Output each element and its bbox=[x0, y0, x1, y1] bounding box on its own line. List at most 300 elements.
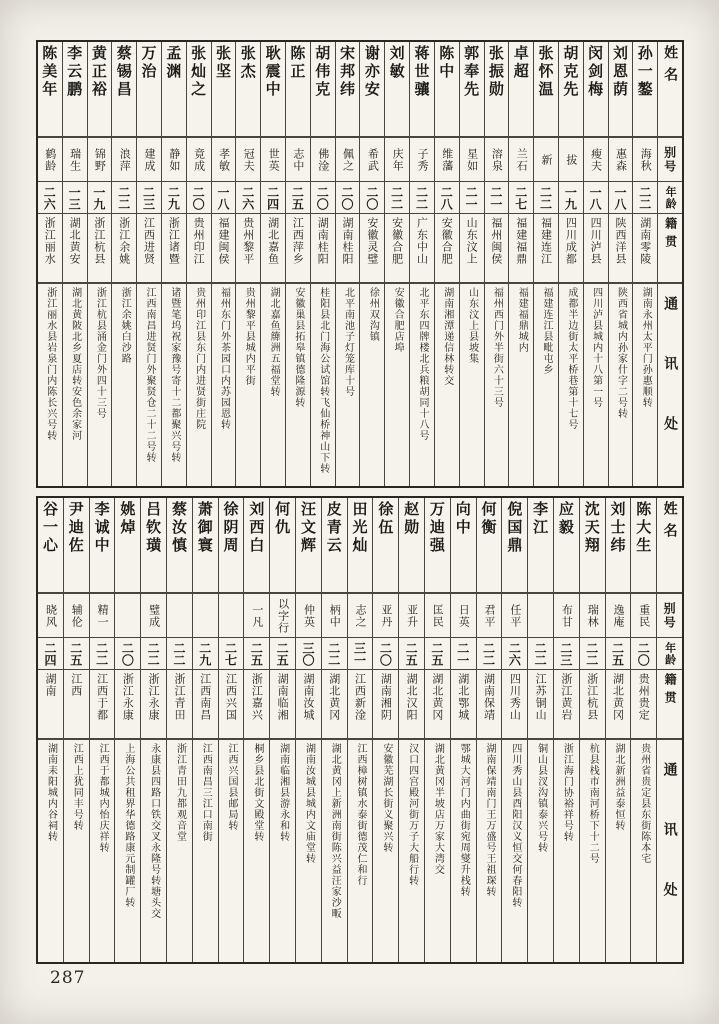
entry-name-cell bbox=[286, 42, 310, 138]
entry-alias-cell bbox=[554, 594, 579, 638]
entry-native-text: 湖南汝城 bbox=[301, 673, 315, 721]
entry-age-cell bbox=[385, 182, 409, 214]
entry-address-cell bbox=[360, 284, 384, 486]
entry-column bbox=[484, 42, 509, 486]
entry-alias-cell bbox=[244, 594, 269, 638]
entry-age-cell bbox=[311, 182, 335, 214]
entry-age-text: 二〇 bbox=[378, 642, 393, 666]
entry-age-cell bbox=[451, 638, 476, 670]
entry-column bbox=[218, 498, 244, 962]
entry-column bbox=[558, 42, 583, 486]
entry-native-cell bbox=[219, 670, 244, 740]
entry-native-cell bbox=[90, 670, 115, 740]
entry-name-cell bbox=[219, 498, 244, 594]
entry-native-cell bbox=[584, 214, 608, 284]
entry-age-cell bbox=[112, 182, 136, 214]
entry-age-cell bbox=[502, 638, 527, 670]
entry-age-text: 二六 bbox=[507, 642, 522, 666]
entry-alias-text: 溶泉 bbox=[490, 148, 504, 172]
entry-age-cell bbox=[167, 638, 192, 670]
entry-name-cell bbox=[336, 42, 360, 138]
entry-column bbox=[285, 42, 310, 486]
entry-name-cell bbox=[137, 42, 161, 138]
entry-age-cell bbox=[38, 182, 62, 214]
entry-native-text: 山东汶上 bbox=[465, 217, 479, 265]
entry-native-text: 贵州印江 bbox=[192, 217, 206, 265]
entry-address-cell bbox=[88, 284, 112, 486]
entry-alias-cell bbox=[451, 594, 476, 638]
entry-address-label: 福建连江县毗屯乡 bbox=[541, 287, 553, 375]
entry-address-label: 杭县栈市南河桥下十二号 bbox=[587, 743, 599, 864]
entry-alias-text: 仲英 bbox=[302, 604, 316, 628]
entry-column bbox=[136, 42, 161, 486]
entry-column bbox=[63, 498, 89, 962]
entry-alias-text: 拔 bbox=[564, 154, 578, 166]
entry-native-text: 四川秀山 bbox=[508, 673, 522, 721]
entry-alias-text: 志中 bbox=[291, 148, 305, 172]
entry-column bbox=[409, 42, 434, 486]
entry-name-text: 汪文辉 bbox=[298, 501, 317, 555]
entry-age-text: 二五 bbox=[429, 642, 444, 666]
entry-age-text: 二二 bbox=[584, 642, 599, 666]
entry-native-text: 四川成都 bbox=[564, 217, 578, 265]
entry-alias-cell bbox=[631, 594, 656, 638]
entry-age-text: 二〇 bbox=[636, 642, 651, 666]
entry-native-cell bbox=[167, 670, 192, 740]
header-address-cell bbox=[658, 284, 682, 486]
entry-age-text: 二〇 bbox=[340, 186, 355, 210]
entry-name-text: 李云鹏 bbox=[65, 45, 84, 99]
entry-name-cell bbox=[399, 498, 424, 594]
entry-column bbox=[533, 42, 558, 486]
entry-native-cell bbox=[270, 670, 295, 740]
entry-address-cell bbox=[559, 284, 583, 486]
entry-alias-text: 志之 bbox=[354, 604, 368, 628]
entry-age-text: 二二 bbox=[146, 642, 161, 666]
entry-address-cell bbox=[322, 740, 347, 962]
entry-native-cell bbox=[633, 214, 657, 284]
entry-alias-cell bbox=[580, 594, 605, 638]
entry-name-text: 何衡 bbox=[479, 501, 498, 537]
entry-native-text: 湖北嘉鱼 bbox=[266, 217, 280, 265]
entry-age-text: 二二 bbox=[171, 642, 186, 666]
entry-column bbox=[260, 42, 285, 486]
entry-native-cell bbox=[477, 670, 502, 740]
entry-column bbox=[424, 498, 450, 962]
entry-native-text: 广东中山 bbox=[415, 217, 429, 265]
header-address-cell bbox=[657, 740, 682, 962]
entry-alias-text: 新 bbox=[540, 154, 554, 166]
entry-age-text: 三一 bbox=[352, 642, 367, 666]
entry-column bbox=[476, 498, 502, 962]
entry-name-cell bbox=[38, 42, 62, 138]
entry-alias-cell bbox=[63, 138, 87, 182]
entry-alias-text: 精一 bbox=[96, 604, 110, 628]
entry-name-text: 郭奉先 bbox=[462, 45, 481, 99]
entry-native-text: 湖南 bbox=[43, 673, 57, 697]
entry-name-text: 吕钦璜 bbox=[144, 501, 163, 555]
entry-native-cell bbox=[528, 670, 553, 740]
entry-address-label: 徐州双沟镇 bbox=[367, 287, 379, 342]
entry-age-cell bbox=[137, 182, 161, 214]
entry-native-cell bbox=[38, 214, 62, 284]
entry-alias-cell bbox=[286, 138, 310, 182]
entry-native-text: 福建连江 bbox=[539, 217, 553, 265]
entry-address-cell bbox=[584, 284, 608, 486]
entry-address-label: 江西南昌进贤门外聚贤仓二十二号转 bbox=[144, 287, 156, 463]
entry-age-cell bbox=[485, 182, 509, 214]
entry-native-text: 安徽合肥 bbox=[390, 217, 404, 265]
entry-name-cell bbox=[360, 42, 384, 138]
entry-native-text: 浙江余姚 bbox=[117, 217, 131, 265]
entry-alias-cell bbox=[187, 138, 211, 182]
entry-alias-cell bbox=[236, 138, 260, 182]
entry-address-cell bbox=[534, 284, 558, 486]
entry-age-text: 二一 bbox=[455, 642, 470, 666]
entry-alias-cell bbox=[435, 138, 459, 182]
header-native-text: 籍贯 bbox=[663, 217, 678, 253]
entry-address-cell bbox=[64, 740, 89, 962]
entry-address-label: 浙江丽水县岩泉门内陈长兴号转 bbox=[44, 287, 56, 441]
entry-age-text: 二三 bbox=[141, 186, 156, 210]
entry-address-label: 铜山县汊沟镇泰兴号转 bbox=[535, 743, 547, 853]
entry-name-text: 张灿之 bbox=[189, 45, 208, 99]
entry-column bbox=[186, 42, 211, 486]
entry-name-cell bbox=[373, 498, 398, 594]
entry-native-cell bbox=[141, 670, 166, 740]
entry-age-cell bbox=[219, 638, 244, 670]
entry-native-cell bbox=[137, 214, 161, 284]
entry-age-cell bbox=[559, 182, 583, 214]
entry-address-cell bbox=[631, 740, 656, 962]
entry-alias-cell bbox=[162, 138, 186, 182]
entry-address-label: 湖北嘉鱼簰洲五福堂转 bbox=[268, 287, 280, 397]
entry-address-label: 浙江杭县涌金门外四十三号 bbox=[94, 287, 106, 419]
entry-column bbox=[211, 42, 236, 486]
entry-age-text: 二三 bbox=[558, 642, 573, 666]
entry-address-label: 安徽合肥店埠 bbox=[392, 287, 404, 353]
entry-age-cell bbox=[460, 182, 484, 214]
entry-address-cell bbox=[112, 284, 136, 486]
entry-alias-text: 君平 bbox=[483, 604, 497, 628]
entry-address-cell bbox=[137, 284, 161, 486]
entry-native-cell bbox=[212, 214, 236, 284]
entry-name-cell bbox=[296, 498, 321, 594]
entry-name-text: 姚焯 bbox=[118, 501, 137, 537]
entry-name-text: 张坚 bbox=[213, 45, 232, 81]
entry-age-text: 二一 bbox=[464, 186, 479, 210]
entry-name-text: 张振勋 bbox=[486, 45, 505, 99]
entry-alias-cell bbox=[212, 138, 236, 182]
entry-native-text: 浙江杭县 bbox=[585, 673, 599, 721]
entry-name-cell bbox=[115, 498, 140, 594]
entry-name-cell bbox=[435, 42, 459, 138]
entry-alias-text: 亚丹 bbox=[379, 604, 393, 628]
entry-native-text: 安徽灵璧 bbox=[365, 217, 379, 265]
entry-alias-text: 辅伦 bbox=[70, 604, 84, 628]
entry-address-cell bbox=[528, 740, 553, 962]
entry-address-label: 安徽芜湖长街义聚兴转 bbox=[380, 743, 392, 853]
entry-native-cell bbox=[360, 214, 384, 284]
entry-age-text: 二〇 bbox=[120, 642, 135, 666]
entry-name-cell bbox=[534, 42, 558, 138]
entry-native-text: 湖北黄安 bbox=[68, 217, 82, 265]
entry-name-cell bbox=[410, 42, 434, 138]
entry-alias-cell bbox=[296, 594, 321, 638]
entry-age-cell bbox=[534, 182, 558, 214]
entry-age-cell bbox=[162, 182, 186, 214]
entry-alias-text: 一凡 bbox=[250, 604, 264, 628]
entry-native-text: 贵州黎平 bbox=[241, 217, 255, 265]
entry-native-cell bbox=[410, 214, 434, 284]
entry-address-label: 成都半边街太平桥巷第十七号 bbox=[565, 287, 577, 430]
entry-age-cell bbox=[141, 638, 166, 670]
entry-alias-cell bbox=[137, 138, 161, 182]
entry-name-cell bbox=[425, 498, 450, 594]
entry-name-cell bbox=[193, 498, 218, 594]
entry-alias-text: 冠夫 bbox=[242, 148, 256, 172]
entry-native-cell bbox=[509, 214, 533, 284]
entry-alias-text: 庆年 bbox=[391, 148, 405, 172]
entry-column bbox=[111, 42, 136, 486]
entry-column bbox=[166, 498, 192, 962]
entry-name-cell bbox=[609, 42, 633, 138]
entry-alias-text: 晓风 bbox=[44, 604, 58, 628]
entry-name-cell bbox=[64, 498, 89, 594]
entry-address-label: 浙江余姚白沙路 bbox=[119, 287, 131, 364]
entry-native-cell bbox=[425, 670, 450, 740]
entry-alias-cell bbox=[373, 594, 398, 638]
entry-native-text: 浙江诸暨 bbox=[167, 217, 181, 265]
header-address-label: 通讯处 bbox=[662, 295, 679, 476]
entry-address-cell bbox=[373, 740, 398, 962]
header-name-text: 姓名 bbox=[661, 501, 678, 545]
entry-alias-text: 静如 bbox=[167, 148, 181, 172]
entry-column bbox=[579, 498, 605, 962]
entry-age-cell bbox=[336, 182, 360, 214]
entry-address-cell bbox=[580, 740, 605, 962]
entry-age-text: 二七 bbox=[513, 186, 528, 210]
entry-native-cell bbox=[631, 670, 656, 740]
entry-column bbox=[450, 498, 476, 962]
entry-alias-text: 柄中 bbox=[328, 604, 342, 628]
entry-age-cell bbox=[633, 182, 657, 214]
header-age-cell bbox=[657, 638, 682, 670]
entry-native-cell bbox=[534, 214, 558, 284]
entry-address-cell bbox=[609, 284, 633, 486]
entry-age-cell bbox=[187, 182, 211, 214]
entry-alias-cell bbox=[385, 138, 409, 182]
entry-name-text: 黄正裕 bbox=[89, 45, 108, 99]
entry-address-label: 福州东门外茶园口内苏园恩转 bbox=[218, 287, 230, 430]
entry-native-cell bbox=[286, 214, 310, 284]
entry-name-text: 孙一鏊 bbox=[635, 45, 654, 99]
entry-name-text: 刘恩荫 bbox=[610, 45, 629, 99]
entry-age-cell bbox=[509, 182, 533, 214]
entry-age-text: 二〇 bbox=[364, 186, 379, 210]
entry-native-cell bbox=[435, 214, 459, 284]
entry-address-cell bbox=[187, 284, 211, 486]
entry-address-label: 福州西门外半街六十三号 bbox=[491, 287, 503, 408]
entry-name-cell bbox=[451, 498, 476, 594]
entry-name-cell bbox=[63, 42, 87, 138]
entry-address-cell bbox=[141, 740, 166, 962]
entry-native-cell bbox=[580, 670, 605, 740]
entry-alias-text: 瑞生 bbox=[68, 148, 82, 172]
entry-native-text: 江西萍乡 bbox=[291, 217, 305, 265]
entry-name-cell bbox=[162, 42, 186, 138]
entry-alias-text: 亚升 bbox=[405, 604, 419, 628]
entry-address-cell bbox=[38, 284, 62, 486]
entry-age-text: 二四 bbox=[265, 186, 280, 210]
entry-name-text: 孟渊 bbox=[164, 45, 183, 81]
entry-column bbox=[501, 498, 527, 962]
entry-address-cell bbox=[336, 284, 360, 486]
entry-address-label: 贵州黎平县城内平街 bbox=[243, 287, 255, 386]
top-table bbox=[36, 40, 684, 488]
entry-age-text: 二二 bbox=[533, 642, 548, 666]
entry-age-text: 二五 bbox=[404, 642, 419, 666]
entry-alias-cell bbox=[502, 594, 527, 638]
entry-alias-text: 锦野 bbox=[93, 148, 107, 172]
entry-native-text: 浙江嘉兴 bbox=[250, 673, 264, 721]
entry-alias-cell bbox=[477, 594, 502, 638]
entry-native-text: 江西新淦 bbox=[353, 673, 367, 721]
entry-column bbox=[630, 498, 656, 962]
entry-age-cell bbox=[584, 182, 608, 214]
entry-address-label: 贵州省贵定县东街陈本宅 bbox=[638, 743, 650, 864]
entry-age-text: 一三 bbox=[67, 186, 82, 210]
entry-alias-text: 竟成 bbox=[192, 148, 206, 172]
entry-column bbox=[192, 498, 218, 962]
entry-age-cell bbox=[38, 638, 63, 670]
entry-name-cell bbox=[38, 498, 63, 594]
entry-address-label: 桂阳县北门海公试馆转飞仙桥神山下转 bbox=[317, 287, 329, 474]
entry-native-cell bbox=[460, 214, 484, 284]
entry-age-text: 二二 bbox=[414, 186, 429, 210]
entry-name-text: 应毅 bbox=[556, 501, 575, 537]
entry-native-cell bbox=[187, 214, 211, 284]
entry-age-text: 二五 bbox=[275, 642, 290, 666]
entry-address-label: 陕西省城内孙家什字二号转 bbox=[615, 287, 627, 419]
entry-address-cell bbox=[485, 284, 509, 486]
entry-native-text: 湖北黄冈 bbox=[430, 673, 444, 721]
entry-name-text: 陈中 bbox=[437, 45, 456, 81]
entry-age-text: 二七 bbox=[223, 642, 238, 666]
entry-native-text: 江西 bbox=[69, 673, 83, 697]
header-age-text: 年龄 bbox=[664, 186, 678, 210]
entry-address-cell bbox=[477, 740, 502, 962]
entry-alias-cell bbox=[559, 138, 583, 182]
entry-column bbox=[161, 42, 186, 486]
entry-alias-cell bbox=[261, 138, 285, 182]
entry-name-text: 赵勋 bbox=[402, 501, 421, 537]
entry-alias-text: 子秀 bbox=[415, 148, 429, 172]
entry-name-cell bbox=[141, 498, 166, 594]
entry-address-cell bbox=[286, 284, 310, 486]
entry-native-cell bbox=[554, 670, 579, 740]
entry-native-text: 湖南临湘 bbox=[276, 673, 290, 721]
entry-alias-cell bbox=[311, 138, 335, 182]
entry-column bbox=[114, 498, 140, 962]
entry-age-cell bbox=[348, 638, 373, 670]
entry-name-cell bbox=[460, 42, 484, 138]
entry-native-cell bbox=[451, 670, 476, 740]
entry-age-text: 二四 bbox=[42, 642, 57, 666]
entry-name-cell bbox=[261, 42, 285, 138]
entry-name-cell bbox=[236, 42, 260, 138]
entry-native-cell bbox=[311, 214, 335, 284]
entry-name-text: 张怀温 bbox=[536, 45, 555, 99]
entry-name-cell bbox=[559, 42, 583, 138]
entry-name-text: 田光灿 bbox=[350, 501, 369, 555]
entry-column bbox=[459, 42, 484, 486]
entry-column bbox=[295, 498, 321, 962]
entry-name-text: 向中 bbox=[453, 501, 472, 537]
entry-alias-text: 星如 bbox=[465, 148, 479, 172]
entry-age-cell bbox=[64, 638, 89, 670]
entry-native-text: 湖北汉阳 bbox=[405, 673, 419, 721]
entry-age-cell bbox=[435, 182, 459, 214]
entry-alias-cell bbox=[399, 594, 424, 638]
entry-name-text: 胡伟克 bbox=[313, 45, 332, 99]
entry-age-text: 一八 bbox=[612, 186, 627, 210]
entry-alias-cell bbox=[90, 594, 115, 638]
header-native-cell bbox=[658, 214, 682, 284]
entry-age-cell bbox=[63, 182, 87, 214]
entry-alias-cell bbox=[219, 594, 244, 638]
entry-name-cell bbox=[509, 42, 533, 138]
entry-column bbox=[508, 42, 533, 486]
entry-alias-cell bbox=[336, 138, 360, 182]
entry-column bbox=[553, 498, 579, 962]
entry-age-cell bbox=[322, 638, 347, 670]
entry-address-cell bbox=[115, 740, 140, 962]
entry-column bbox=[372, 498, 398, 962]
entry-age-text: 二五 bbox=[249, 642, 264, 666]
entry-native-cell bbox=[559, 214, 583, 284]
entry-alias-text: 瘦夫 bbox=[589, 148, 603, 172]
entry-address-label: 湖南临湘县游永和转 bbox=[277, 743, 289, 842]
entry-age-text: 二八 bbox=[439, 186, 454, 210]
entry-name-text: 张杰 bbox=[238, 45, 257, 81]
entry-alias-cell bbox=[322, 594, 347, 638]
entry-address-label: 湖南耒阳城内谷祠转 bbox=[45, 743, 57, 842]
entry-age-cell bbox=[244, 638, 269, 670]
entry-age-text: 二九 bbox=[197, 642, 212, 666]
entry-age-cell bbox=[88, 182, 112, 214]
entry-address-cell bbox=[348, 740, 373, 962]
entry-name-cell bbox=[584, 42, 608, 138]
entry-address-label: 湖北黄陂北乡夏店转安色余家河 bbox=[69, 287, 81, 441]
entry-address-label: 鄂城大河门内曲街宛周燮升栈转 bbox=[458, 743, 470, 897]
entry-name-text: 蔡锡昌 bbox=[114, 45, 133, 99]
entry-address-label: 江西樟树镇水泰街德茂仁和行 bbox=[355, 743, 367, 886]
entry-age-cell bbox=[236, 182, 260, 214]
entry-age-text: 二六 bbox=[42, 186, 57, 210]
entry-column bbox=[243, 498, 269, 962]
entry-address-label: 上海公共租界华德路康元制罐厂转 bbox=[122, 743, 134, 908]
entry-address-label: 湖南保靖南门王万盛号王祖琛转 bbox=[484, 743, 496, 897]
entry-age-cell bbox=[425, 638, 450, 670]
entry-address-label: 桐乡县北街文殿堂转 bbox=[251, 743, 263, 842]
entry-age-text: 二五 bbox=[68, 642, 83, 666]
entry-age-cell bbox=[90, 638, 115, 670]
entry-name-text: 徐阴周 bbox=[221, 501, 240, 555]
entry-name-text: 刘士纬 bbox=[608, 501, 627, 555]
entry-address-label: 北平南池子灯笼库十号 bbox=[342, 287, 354, 397]
entry-alias-cell bbox=[460, 138, 484, 182]
